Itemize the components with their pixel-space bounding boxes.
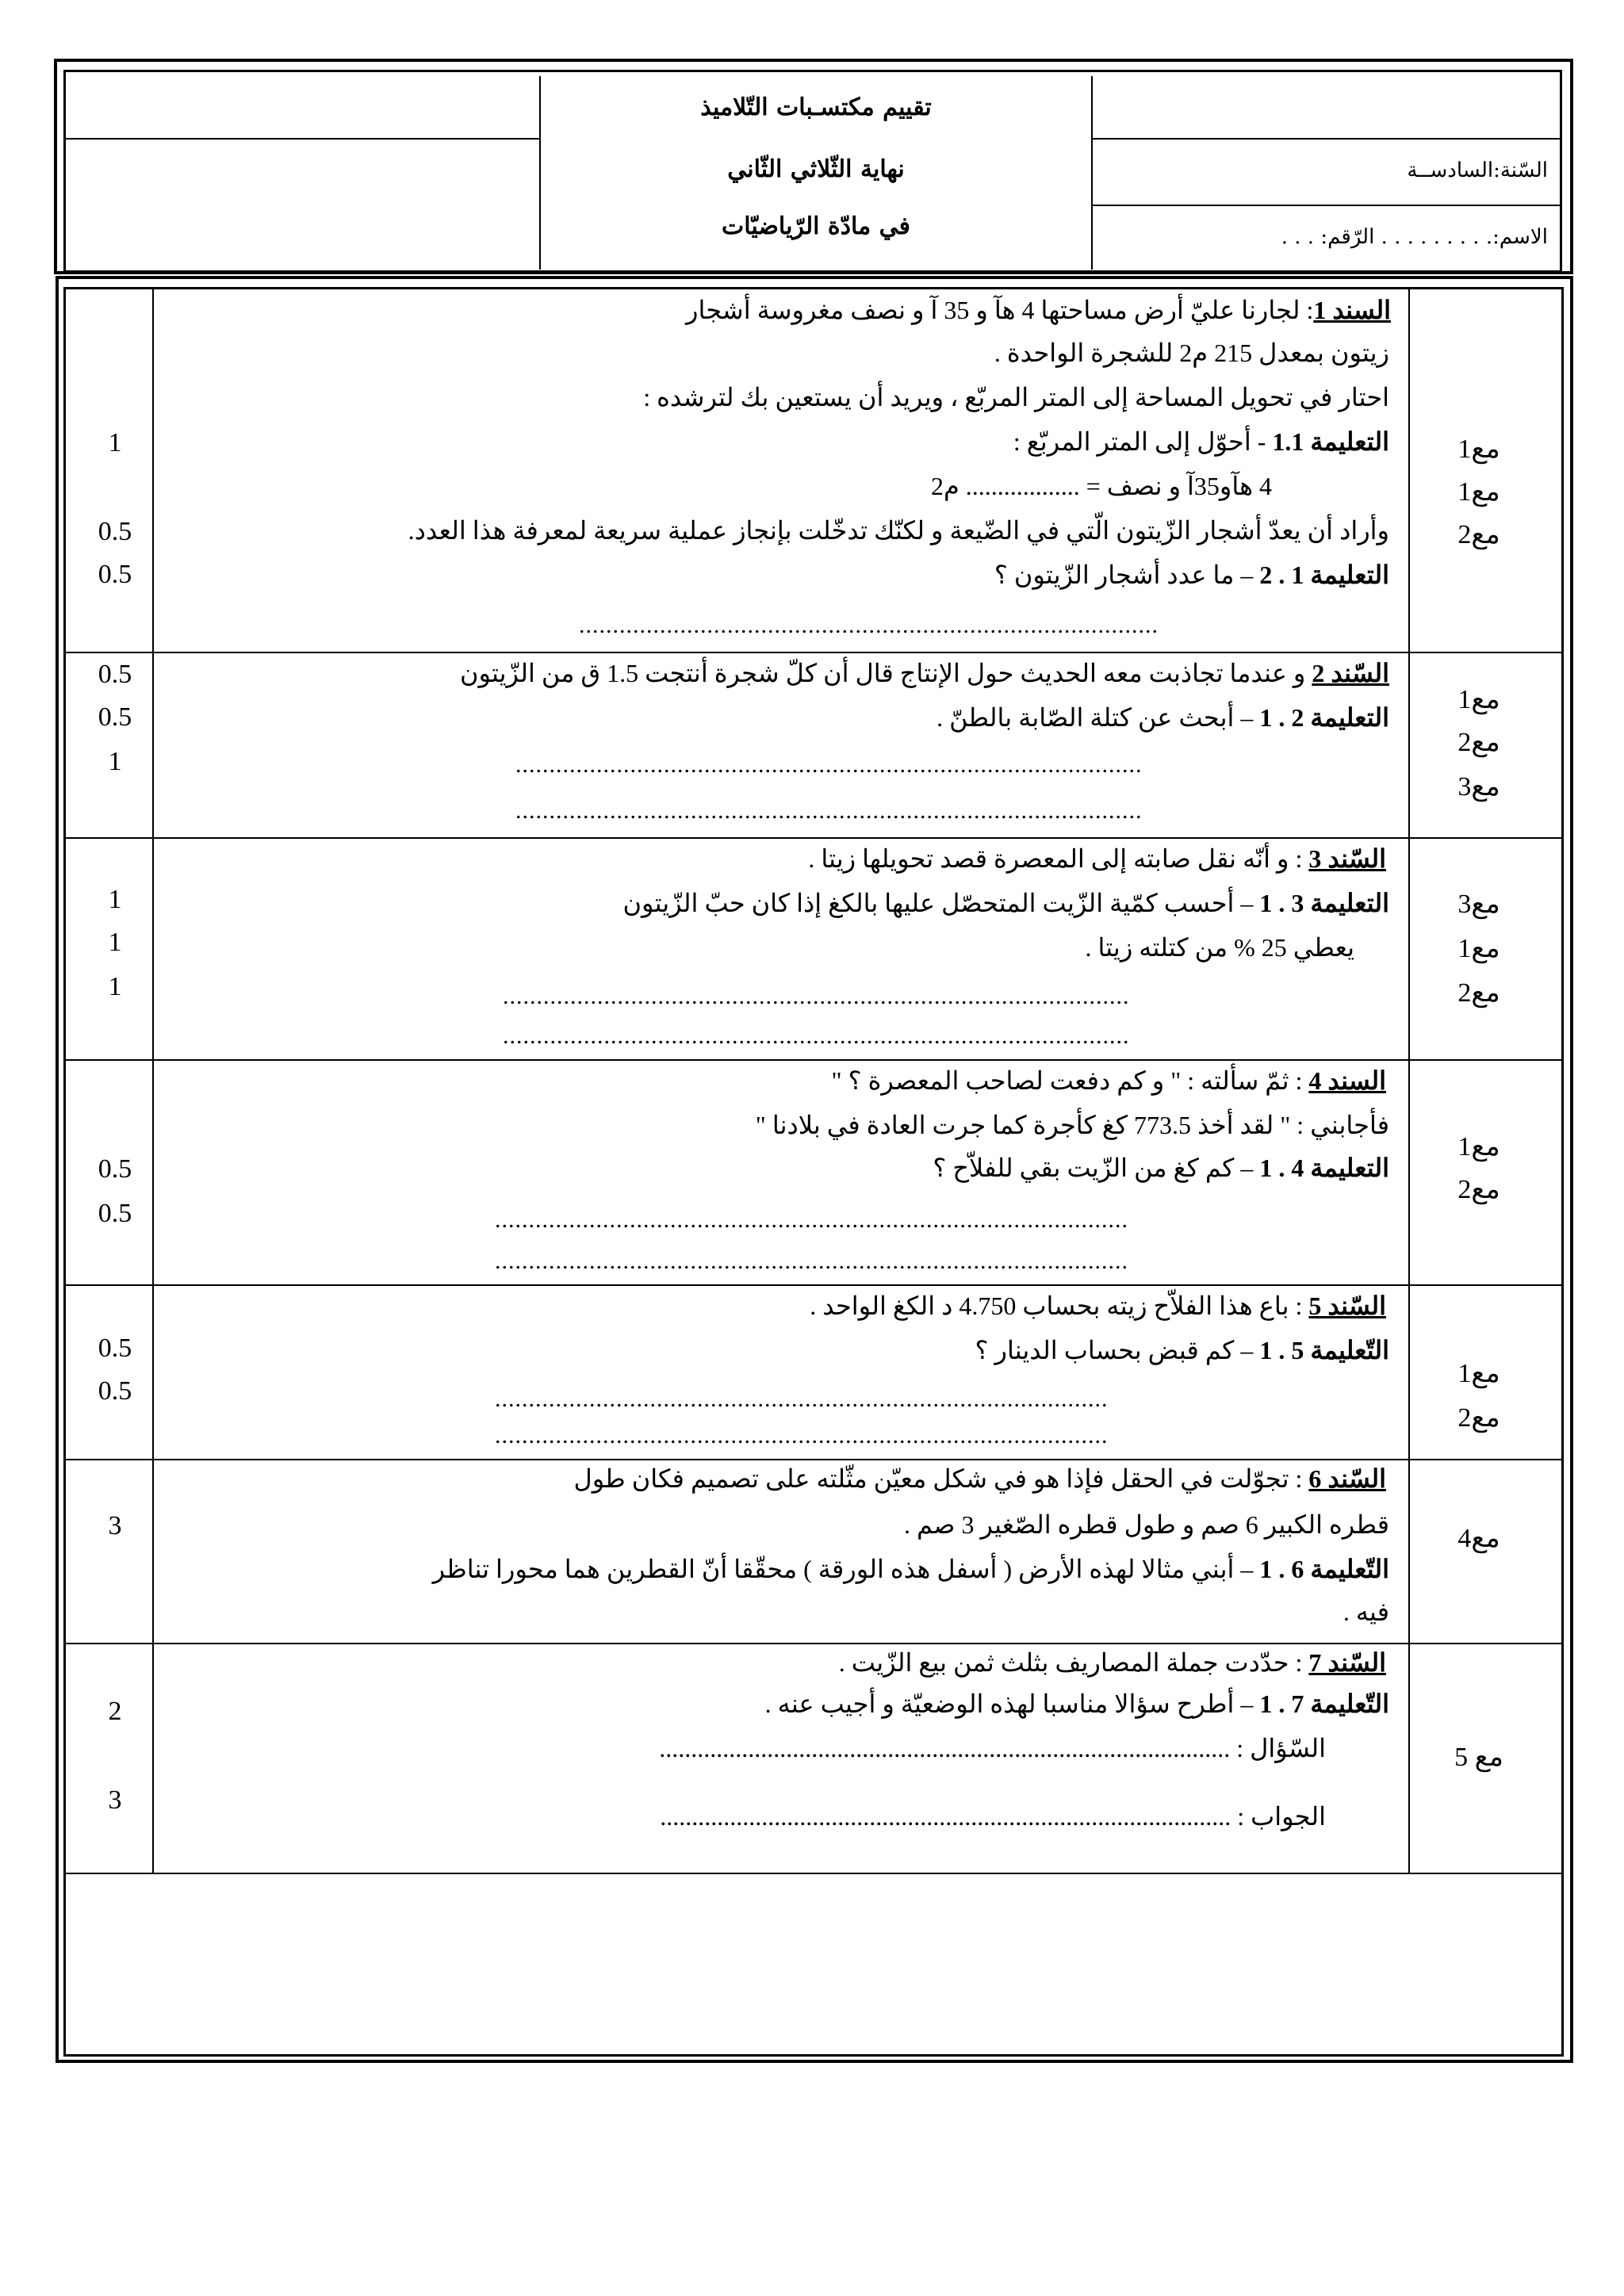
answer-line[interactable]: ............................................................................................. [503,983,1130,1009]
section-4-line-1: السند 4 : ثمّ سألته : " و كم دفعت لصاحب المعصرة ؟ " [831,1066,1386,1095]
header-title-2: نهاية الثّلاثي الثّاني [727,155,905,183]
criterion: مع1 [1457,934,1500,963]
header-divider-right [1091,76,1093,270]
instruction-label: التعليمة 4 . 1 [1259,1154,1389,1182]
section-label: السّند 2 [1312,659,1389,687]
section-3-line-1: السّند 3 : و أنّه نقل صابته إلى المعصرة قصد تحويلها زيتا . [808,844,1386,873]
section-1-line-3: احتار في تحويل المساحة إلى المتر المربّع ، ويريد أن يستعين بك لترشده : [643,383,1389,411]
score: 0.5 [98,517,132,546]
criterion: مع4 [1457,1524,1500,1553]
criterion: مع1 [1457,434,1500,464]
criteria-column-divider [1408,289,1410,1873]
level-field: السّنة:السادســة [1407,159,1548,182]
instruction-3-1: التعليمة 3 . 1 – أحسب كمّية الزّيت المتحصّل عليها بالكغ إذا كان حبّ الزّيتون [622,889,1389,917]
instruction-1-1: التعليمة 1.1 - أحوّل إلى المتر المربّع : [1013,427,1389,456]
section-6-line-1: السّند 6 : تجوّلت في الحقل فإذا هو في شكل معيّن مثّلته على تصميم فكان طول [573,1464,1386,1493]
criterion: مع3 [1457,890,1500,919]
instruction-label: التعليمة 1.1 [1272,427,1389,456]
instruction-label: التّعليمة 7 . 1 [1259,1689,1389,1718]
score: 3 [108,1785,122,1815]
section-label: السّند 7 [1308,1648,1386,1677]
name-number-field[interactable]: الاسم:. . . . . . . . . الرّقم: . . . [1281,225,1548,249]
score-column-divider [152,289,154,1873]
row-divider [65,837,1562,839]
criterion: مع3 [1457,772,1500,802]
section-label: السّند 5 [1308,1292,1386,1320]
answer-answer-line[interactable]: الجواب : .......................................................................................... [660,1802,1326,1831]
instruction-label: التّعليمة 5 . 1 [1259,1336,1389,1364]
header-row-line-left [65,138,539,140]
conversion-exercise[interactable]: 4 هآو35آ و نصف = .................. م2 [930,472,1272,500]
score: 0.5 [98,702,132,732]
section-label: السند 1 [1313,296,1391,324]
section-5-line-1: السّند 5 : باع هذا الفلاّح زيته بحساب 4.750 د الكغ الواحد . [810,1292,1386,1320]
instruction-5-1: التّعليمة 5 . 1 – كم قبض بحساب الدينار ؟ [975,1336,1389,1364]
instruction-label: التعليمة 2 . 1 [1259,703,1389,732]
row-divider [65,1643,1562,1644]
instruction-label: التّعليمة 6 . 1 [1259,1555,1389,1583]
section-label: السّند 3 [1308,844,1386,873]
score: 0.5 [98,1199,132,1228]
criterion: مع1 [1457,1132,1500,1161]
row-divider [65,1873,1562,1874]
row-divider [65,1284,1562,1286]
criterion: مع1 [1457,477,1500,507]
criterion: مع1 [1457,1359,1500,1388]
instruction-1-2: التعليمة 1 . 2 – ما عدد أشجار الزّيتون ؟ [994,561,1389,589]
score: 0.5 [98,560,132,589]
score: 1 [108,428,122,457]
section-7-line-1: السّند 7 : حدّدت جملة المصاريف بثلث ثمن بيع الزّيت . [838,1648,1386,1677]
drawing-area[interactable] [67,1876,1561,2053]
instruction-6-1: التّعليمة 6 . 1 – أبني مثالا لهذه الأرض ( أسفل هذه الورقة ) محقّقا أنّ القطرين هما محورا تناظر [432,1555,1389,1583]
instruction-4-1: التعليمة 4 . 1 – كم كغ من الزّيت بقي للفلاّح ؟ [933,1154,1389,1182]
answer-line[interactable]: ............................................................................................. [503,1023,1130,1049]
score: 0.5 [98,660,132,689]
answer-line[interactable]: ........................................................................................... [495,1422,1109,1448]
score: 0.5 [98,1154,132,1184]
answer-line[interactable]: .............................................................................................. [495,1207,1128,1233]
section-6-line-4: فيه . [1342,1598,1389,1626]
score: 2 [108,1697,122,1726]
row-divider [65,652,1562,653]
section-2-line-1: السّند 2 و عندما تجاذبت معه الحديث حول الإنتاج قال أن كلّ شجرة أنتجت 1.5 ق من الزّيتون [459,659,1389,687]
score: 3 [108,1511,122,1540]
score: 1 [108,747,122,776]
header-row-line-right-2 [1091,205,1561,206]
score: 1 [108,972,122,1001]
score: 0.5 [98,1334,132,1363]
header-row-line-right-1 [1091,138,1561,140]
instruction-label: التعليمة 1 . 2 [1259,561,1389,589]
header-title-1: تقييم مكتسـبات التّلاميذ [700,94,932,121]
criterion: مع1 [1457,685,1500,714]
section-3-line-3: يعطي 25 % من كتلته زيتا . [1085,933,1354,962]
answer-line[interactable]: ............................................................................................. [515,752,1143,778]
criterion: مع2 [1457,520,1500,549]
answer-line[interactable]: ...................................................................................... [579,612,1159,638]
section-4-line-2: فأجابني : " لقد أخذ 773.5 كغ كأجرة كما جرت العادة في بلادنا " [755,1111,1389,1139]
header-title-3: في مادّة الرّياضيّات [722,212,910,240]
header-divider-left [539,76,541,270]
score: 1 [108,928,122,957]
question-answer-line[interactable]: السّؤال : .......................................................................................... [659,1734,1326,1762]
section-1-line-6: وأراد أن يعدّ أشجار الزّيتون الّتي في الضّيعة و لكنّك تدخّلت بإنجاز عملية سريعة لمعرفة هذا العدد. [408,516,1389,545]
criterion: مع2 [1457,1175,1500,1204]
section-label: السند 4 [1308,1066,1386,1095]
criterion: مع2 [1457,978,1500,1008]
criterion: مع 5 [1454,1743,1503,1772]
answer-line[interactable]: ........................................................................................... [495,1386,1109,1412]
section-label: السّند 6 [1308,1464,1386,1493]
row-divider [65,1059,1562,1061]
instruction-label: التعليمة 3 . 1 [1259,889,1389,917]
section-6-line-2: قطره الكبير 6 صم و طول قطره الصّغير 3 صم . [904,1510,1389,1539]
score: 0.5 [98,1376,132,1406]
criterion: مع2 [1457,728,1500,757]
answer-line[interactable]: .............................................................................................. [495,1248,1128,1274]
row-divider [65,1459,1562,1460]
criterion: مع2 [1457,1403,1500,1433]
section-1-line-2: زيتون بمعدل 215 م2 للشجرة الواحدة . [994,339,1389,367]
instruction-7-1: التّعليمة 7 . 1 – أطرح سؤالا مناسبا لهذه الوضعيّة و أجيب عنه . [764,1689,1389,1718]
section-1-line-1: السند 1: لجارنا عليّ أرض مساحتها 4 هآ و 35 آ و نصف مغروسة أشجار [686,296,1391,324]
instruction-2-1: التعليمة 2 . 1 – أبحث عن كتلة الصّابة بالطنّ . [936,703,1389,732]
answer-line[interactable]: ............................................................................................. [515,798,1143,824]
score: 1 [108,885,122,914]
